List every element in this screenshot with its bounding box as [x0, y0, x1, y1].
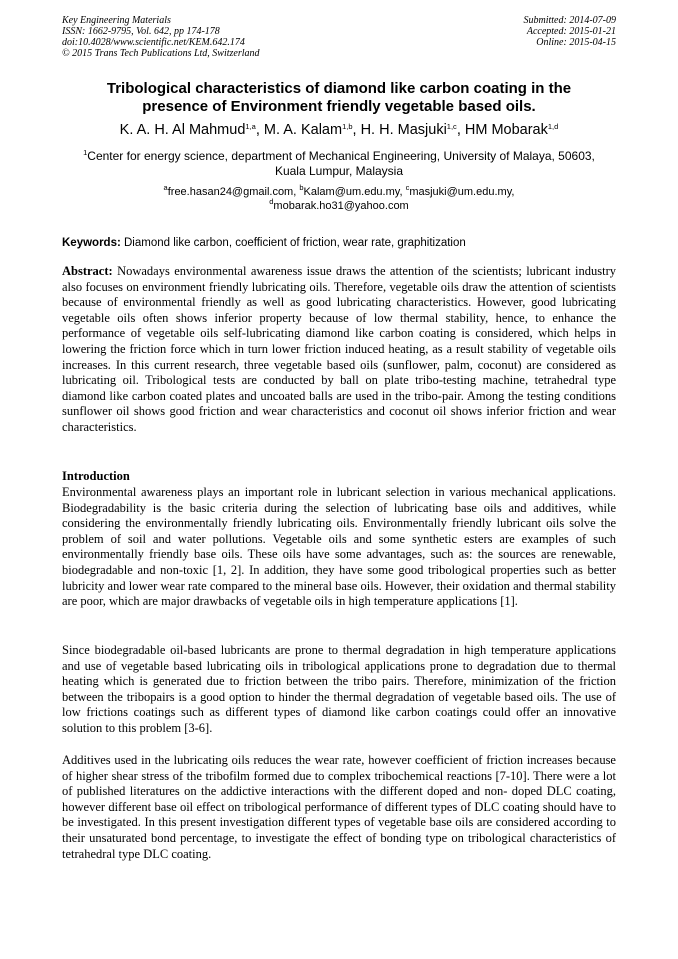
- email-mark: b: [299, 183, 304, 192]
- email-mark: a: [163, 183, 168, 192]
- email-mark: c: [405, 183, 410, 192]
- author-separator: ,: [456, 122, 465, 138]
- author-affiliation-mark: 1,b: [342, 122, 353, 131]
- online-date: Online: 2015-04-15: [536, 37, 616, 48]
- submitted-date: Submitted: 2014-07-09: [523, 15, 616, 26]
- author-affiliation-mark: 1,d: [547, 122, 559, 131]
- accepted-date: Accepted: 2015-01-21: [526, 26, 616, 37]
- keywords: [62, 236, 616, 250]
- title-line-1: Tribological characteristics of diamond like carbon coating in the: [106, 80, 572, 97]
- author-name: HM Mobarak: [464, 122, 548, 138]
- affiliation-mark: 1: [83, 148, 88, 157]
- paper-title: [62, 80, 616, 116]
- email-address[interactable]: Kalam@um.edu.my,: [303, 186, 406, 198]
- title-line-2: presence of Environment friendly vegetable based oils.: [142, 98, 536, 115]
- abstract: [62, 264, 616, 436]
- author-affiliation-mark: 1,a: [245, 122, 256, 131]
- author-list: [62, 121, 616, 139]
- introduction-paragraph: Additives used in the lubricating oils reduces the wear rate, however coefficient of friction increases because of higher shear stress of the tribofilm formed due to complex tribochemical reactions [7-10]. There were a lot of published literatures on the addictive interactions with the different doped and non- doped DLC coating, however different base oil effect on tribological performance of different types of DLC coating should have to be investigated. In this present investigation different types of vegetable base oils are considered according to their unsaturated bond percentage, to investigate the effect of bonding type on tribological characteristics of tetrahedral type DLC coating.: [62, 753, 616, 861]
- affiliation-line-1: Center for energy science, department of Mechanical Engineering, University of Malaya, 50603,: [87, 149, 595, 163]
- abstract-text: Nowadays environmental awareness issue draws the attention of the scientists; lubricant industry also focuses on environment friendly lubricating oils. Therefore, vegetable oils draw the attention of scientists because of environmental friendly as well as good lubricating characteristics. However, good lubricating vegetable oils often shows inferior property because of low thermal stability, hence, to enhance the performance of vegetable oils self-lubricating diamond like carbon coating is considered, which helps in lowering the friction force which in turn lower friction induced heating, as a result stability of vegetable oils increases. In this current research, three vegetable based oils (sunflower, palm, coconut) are considered as lubricating oil. Tribological tests are conducted by ball on plate tribo-testing machine, tetrahedral type diamond like carbon coated plates and uncoated balls are used in the tribo-pair. Among the testing conditions sunflower oil shows good friction and wear characteristics and coconut oil shows inferior friction and wear characteristics.: [62, 264, 616, 434]
- publication-dates: [396, 15, 616, 48]
- issn-line: ISSN: 1662-9795, Vol. 642, pp 174-178: [62, 26, 220, 37]
- doi-line: doi:10.4028/www.scientific.net/KEM.642.174: [62, 37, 245, 48]
- author-affiliation-mark: 1,c: [446, 122, 457, 131]
- email-address[interactable]: free.hasan24@gmail.com,: [167, 186, 300, 198]
- publication-info: [62, 15, 362, 59]
- author-name: K. A. H. Al Mahmud: [119, 122, 246, 138]
- email-address[interactable]: mobarak.ho31@yahoo.com: [273, 200, 409, 212]
- copyright-line: © 2015 Trans Tech Publications Ltd, Switzerland: [62, 48, 260, 59]
- abstract-label: Abstract:: [62, 264, 113, 278]
- author-name: M. A. Kalam: [263, 122, 343, 138]
- email-mark: d: [269, 197, 274, 206]
- author-separator: ,: [255, 122, 264, 138]
- author-name: H. H. Masjuki: [360, 122, 447, 138]
- author-emails: [62, 185, 616, 213]
- affiliation: [62, 149, 616, 179]
- email-address[interactable]: masjuki@um.edu.my,: [409, 186, 515, 198]
- author-separator: ,: [352, 122, 361, 138]
- keywords-text: Diamond like carbon, coefficient of friction, wear rate, graphitization: [120, 237, 466, 249]
- introduction-heading: Introduction: [62, 469, 130, 483]
- keywords-label: Keywords:: [62, 237, 121, 249]
- introduction-paragraph: Since biodegradable oil-based lubricants are prone to thermal degradation in high temperature applications and use of vegetable based lubricating oils in tribological applications prone to degradation due to thermal heating which is generated due to friction between the tribo pairs. Therefore, minimization of the friction between the tribopairs is a good option to hinder the thermal degradation of vegetable based oils. The use of low frictions coatings such as different types of diamond like carbon coatings could offer an innovative solution to this problem [3-6].: [62, 643, 616, 735]
- introduction-paragraph: Environmental awareness plays an important role in lubricant selection in various mechanical applications. Biodegradability is the basic criteria during the selection of lubricating base oils and additives, while considering the environmentally friendly lubricating oils. Environmentally friendly lubricant oils solve the problem of soil and water pollutions. Vegetable oils and some synthetic esters are examples of such environmentally friendly base oils. These oils have some advantages, such as: the sources are renewable, biodegradable and non-toxic [1, 2]. In addition, they have some good tribological properties such as better lubricity and lower wear rate compared to the mineral base oils. However, their oxidation and thermal stability are poor, which are major drawbacks of vegetable oils in high temperature applications [1].: [62, 485, 616, 609]
- journal-name: Key Engineering Materials: [62, 15, 171, 26]
- affiliation-line-2: Kuala Lumpur, Malaysia: [274, 164, 404, 178]
